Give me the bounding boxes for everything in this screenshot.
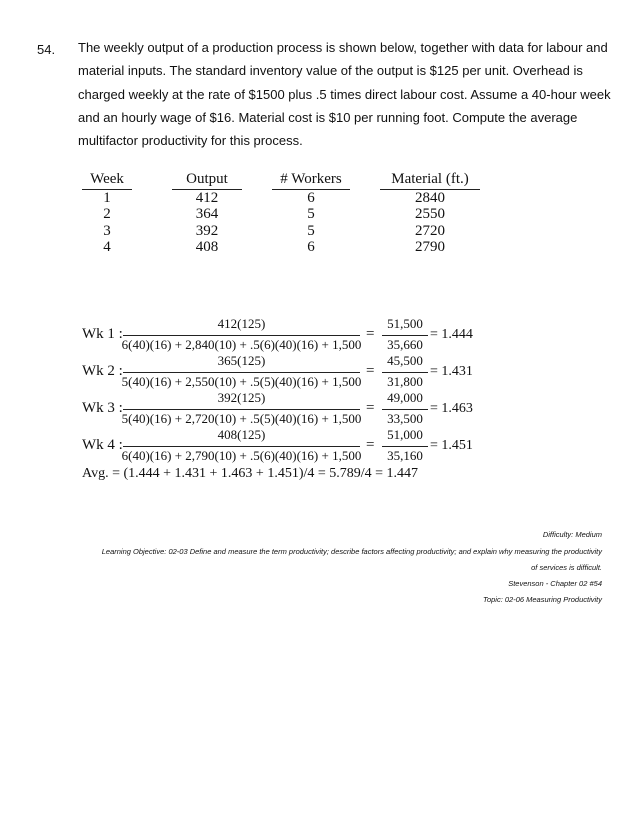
table-cell: 1 <box>103 190 111 206</box>
equals-sign: = <box>366 437 375 453</box>
table-cell: 408 <box>195 238 219 255</box>
average-result: Avg. = (1.444 + 1.431 + 1.463 + 1.451)/4 = 5.789/4 = 1.447 <box>82 466 419 481</box>
table-cell: 5 <box>307 206 315 223</box>
denominator: 6(40)(16) + 2,840(10) + .5(6)(40)(16) + 1,500 <box>121 337 362 352</box>
table-cell: 2 <box>103 206 111 223</box>
header-output: Output <box>172 171 242 190</box>
week-label: Wk 2 : <box>82 363 123 379</box>
equals-sign: = <box>366 326 375 342</box>
numerator: 392(125) <box>217 390 266 405</box>
result-fraction-bar <box>382 446 428 447</box>
result-fraction-bar <box>382 335 428 336</box>
result-denominator: 31,800 <box>387 374 423 389</box>
table-row <box>82 223 480 239</box>
table-cell: 364 <box>195 206 219 223</box>
question-line: material inputs. The standard inventory value of the output is $125 per unit. Overhead is <box>78 63 583 79</box>
denominator: 5(40)(16) + 2,550(10) + .5(5)(40)(16) + 1,500 <box>121 374 362 389</box>
numerator: 365(125) <box>217 353 266 368</box>
topic: Topic: 02-06 Measuring Productivity <box>483 595 602 604</box>
fraction-bar <box>123 372 360 373</box>
week-label: Wk 4 : <box>82 437 123 453</box>
source: Stevenson - Chapter 02 #54 <box>508 579 602 588</box>
result-denominator: 35,660 <box>387 337 423 352</box>
table-cell: 412 <box>195 190 219 206</box>
equals-sign: = <box>366 400 375 416</box>
question-line: and an hourly wage of $16. Material cost is $10 per running foot. Compute the average <box>78 109 578 125</box>
result-numerator: 49,000 <box>387 390 423 405</box>
result-numerator: 45,500 <box>387 353 423 368</box>
result-fraction-bar <box>382 372 428 373</box>
learning-objective-continued: of services is difficult. <box>531 563 602 572</box>
fraction-bar <box>123 446 360 447</box>
question-text <box>78 40 611 156</box>
result-value: = 1.444 <box>430 327 473 342</box>
result-value: = 1.451 <box>430 438 473 453</box>
table-cell: 4 <box>103 238 111 255</box>
result-numerator: 51,000 <box>387 427 423 442</box>
learning-objective: Learning Objective: 02-03 Define and measure the term productivity; describe factors affecting productivity; and explain why measuring the productivity <box>101 547 602 556</box>
result-numerator: 51,500 <box>387 316 423 331</box>
table-header-row <box>82 171 480 190</box>
week-label: Wk 3 : <box>82 400 123 416</box>
table-cell: 2840 <box>415 190 445 206</box>
numerator: 408(125) <box>217 427 266 442</box>
fraction-bar <box>123 409 360 410</box>
table-cell: 3 <box>103 222 111 239</box>
result-fraction-bar <box>382 409 428 410</box>
data-table <box>82 171 480 255</box>
table-row <box>82 206 480 222</box>
header-material: Material (ft.) <box>380 171 480 190</box>
result-value: = 1.463 <box>430 401 473 416</box>
question-line: multifactor productivity for this process. <box>78 133 303 149</box>
table-cell: 6 <box>307 190 315 206</box>
result-denominator: 33,500 <box>387 411 423 426</box>
fraction-bar <box>123 335 360 336</box>
table-cell: 2550 <box>415 206 445 223</box>
result-denominator: 35,160 <box>387 448 423 463</box>
difficulty: Difficulty: Medium <box>542 530 602 539</box>
denominator: 6(40)(16) + 2,790(10) + .5(6)(40)(16) + 1,500 <box>121 448 362 463</box>
question-line: charged weekly at the rate of $1500 plus .5 times direct labour cost. Assume a 40-hour week <box>78 86 611 102</box>
numerator: 412(125) <box>217 316 266 331</box>
table-cell: 6 <box>307 238 315 255</box>
table-cell: 2720 <box>415 222 445 239</box>
table-cell: 392 <box>195 222 219 239</box>
result-value: = 1.431 <box>430 364 473 379</box>
question-line: The weekly output of a production process is shown below, together with data for labour and <box>78 40 608 55</box>
table-cell: 5 <box>307 222 315 239</box>
table-row <box>82 190 480 207</box>
equals-sign: = <box>366 363 375 379</box>
header-week: Week <box>82 171 132 190</box>
header-workers: # Workers <box>272 171 350 190</box>
table-cell: 2790 <box>415 238 445 255</box>
question-number: 54. <box>37 42 56 57</box>
table-row <box>82 239 480 255</box>
week-label: Wk 1 : <box>82 326 123 342</box>
denominator: 5(40)(16) + 2,720(10) + .5(5)(40)(16) + 1,500 <box>121 411 362 426</box>
